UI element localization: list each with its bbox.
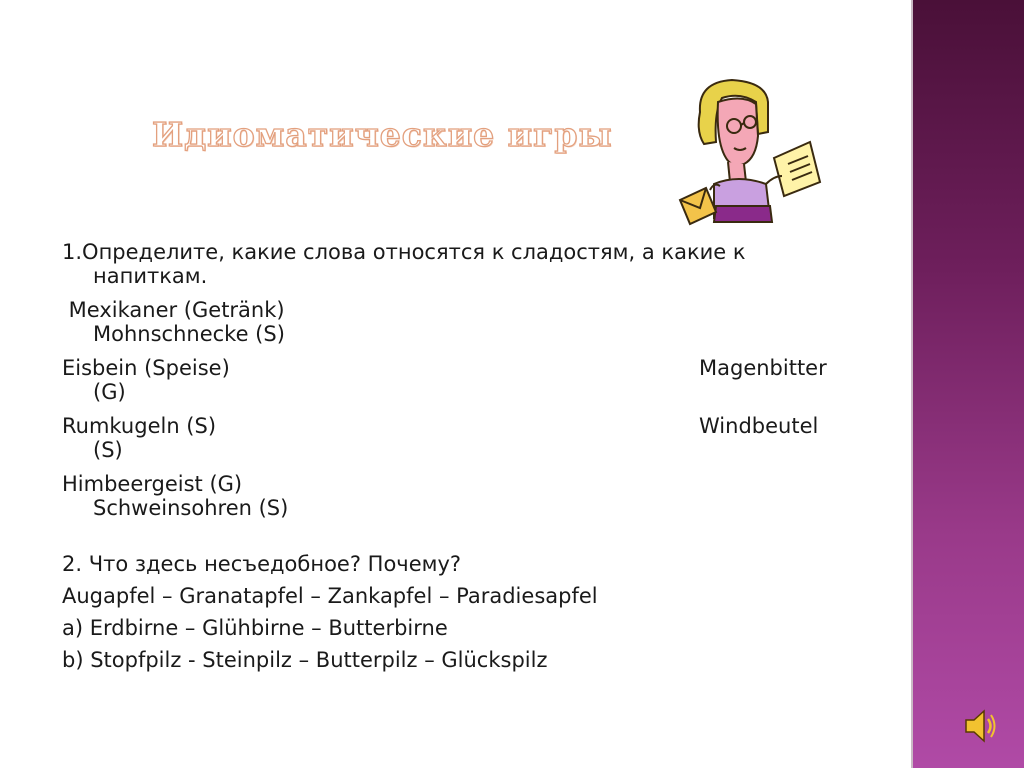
word-pair	[62, 356, 852, 404]
question-2-heading: 2. Что здесь несъедобное? Почему?	[62, 552, 462, 576]
question-2-line: b) Stopfpilz - Steinpilz – Butterpilz – Glückspilz	[62, 648, 548, 672]
slide-title: Идиоматические игры	[152, 115, 613, 154]
question-1-continuation: напиткам.	[93, 264, 208, 288]
word-right: Magenbitter	[699, 356, 827, 380]
word-continuation: Mohnschnecke (S)	[93, 322, 285, 346]
question-2-line: Augapfel – Granatapfel – Zankapfel – Paradiesapfel	[62, 584, 598, 608]
question-1	[62, 240, 852, 288]
word-right: Windbeutel	[699, 414, 819, 438]
word-left: Mexikaner (Getränk)	[62, 298, 285, 322]
question-2	[62, 552, 852, 672]
word-pair	[62, 414, 852, 462]
question-1-line: 1.Определите, какие слова относятся к сладостям, а какие к	[62, 240, 746, 264]
word-left: Eisbein (Speise)	[62, 356, 230, 380]
word-left: Himbeergeist (G)	[62, 472, 243, 496]
word-left: Rumkugeln (S)	[62, 414, 217, 438]
word-continuation: (G)	[93, 380, 126, 404]
word-continuation: Schweinsohren (S)	[93, 496, 289, 520]
woman-reading-letter-icon	[670, 72, 830, 232]
question-2-line: a) Erdbirne – Glühbirne – Butterbirne	[62, 616, 448, 640]
word-pair	[62, 472, 852, 520]
speaker-icon[interactable]	[962, 706, 996, 746]
word-continuation: (S)	[93, 438, 123, 462]
word-pair	[62, 298, 852, 346]
side-decoration-bar	[913, 0, 1024, 768]
slide-body	[62, 240, 852, 680]
